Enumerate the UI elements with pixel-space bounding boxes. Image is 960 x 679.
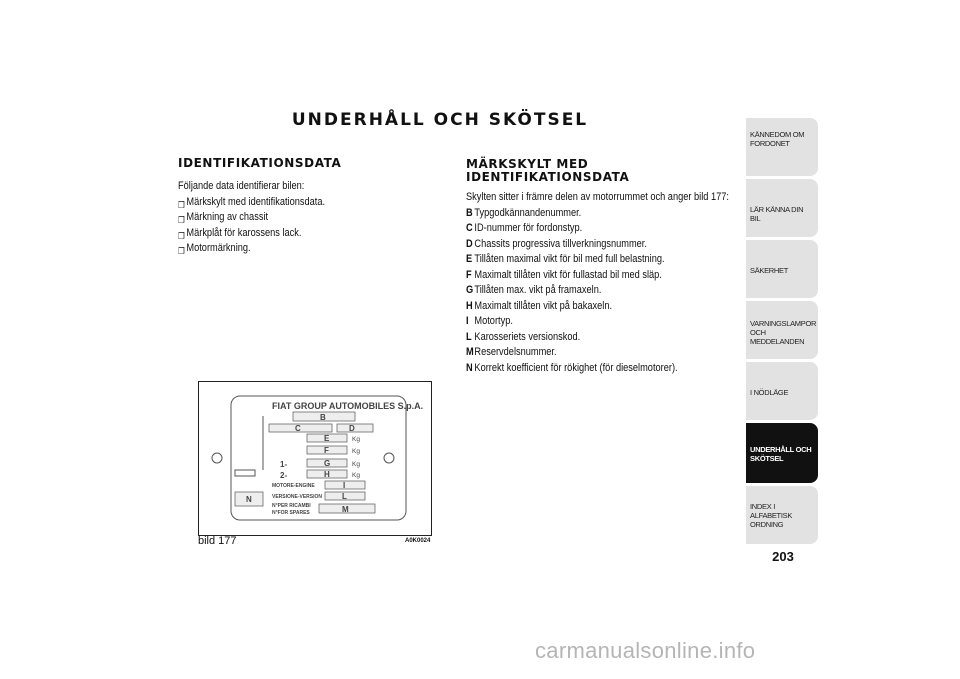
unit-g: Kg <box>352 461 360 468</box>
unit-f: Kg <box>352 448 360 455</box>
field-h-label: H <box>324 470 330 479</box>
figure-caption: bild 177 <box>198 535 237 547</box>
field-d <box>337 424 373 432</box>
identification-heading: IDENTIFIKATIONSDATA <box>178 156 342 170</box>
spec-item-l: L Karosseriets versionskod. <box>466 330 581 343</box>
figure-code: A0K0024 <box>405 538 431 544</box>
spec-item-c: C ID-nummer för fordonstyp. <box>466 222 583 234</box>
tab-index[interactable]: INDEX I ALFABETISK ORDNING <box>746 486 818 544</box>
field-d-label: D <box>349 424 355 433</box>
field-l-label: L <box>342 492 347 501</box>
spec-item-f: F Maximalt tillåten vikt för fullastad bil med släp. <box>466 268 662 281</box>
identification-plate-illustration <box>199 382 431 535</box>
field-n-label: N <box>246 495 252 504</box>
ricambi-label-2: N°FOR SPARES <box>272 510 310 516</box>
field-i-label: I <box>343 481 346 490</box>
page-title: UNDERHÅLL OCH SKÖTSEL <box>291 110 589 130</box>
rivet-left-icon <box>212 453 222 463</box>
identification-list <box>178 179 325 257</box>
unit-h: Kg <box>352 472 360 479</box>
plate-intro: Skylten sitter i främre delen av motorrummet och anger bild 177: <box>466 191 729 203</box>
checkbox-bullet-icon: ❒ <box>178 199 185 210</box>
axle-1-label: 1- <box>280 460 288 469</box>
list-item: ❒ Märkning av chassit <box>178 210 325 226</box>
axle-2-label: 2- <box>280 471 288 480</box>
spec-item-g: G Tillåten max. vikt på framaxeln. <box>466 284 602 296</box>
plate-heading: MÄRKSKYLT MED IDENTIFIKATIONSDATA <box>466 157 630 184</box>
tab-varningslampor[interactable]: VARNINGSLAMPOR OCH MEDDELANDEN <box>746 301 818 359</box>
field-b-label: B <box>320 413 326 422</box>
list-item: ❒ Märkskylt med identifikationsdata. <box>178 195 325 211</box>
plate-figure <box>198 381 432 536</box>
watermark: carmanualsonline.info <box>535 638 756 663</box>
tab-i-nodlage[interactable]: I NÖDLÄGE <box>746 362 818 420</box>
field-g-label: G <box>324 459 331 468</box>
spec-item-m: M Reservdelsnummer. <box>466 346 557 358</box>
ricambi-label-1: N°PER RICAMBI <box>272 503 311 509</box>
checkbox-bullet-icon: ❒ <box>178 246 185 256</box>
spec-item-h: H Maximalt tillåten vikt på bakaxeln. <box>466 299 613 312</box>
spec-item-n: N Korrekt koefficient för rökighet (för dieselmotorer). <box>466 361 678 374</box>
page-number: 203 <box>772 549 794 564</box>
tab-lar-kanna-din-bil[interactable]: LÄR KÄNNA DIN BIL <box>746 179 818 237</box>
spec-item-b: B Typgodkännandenummer. <box>466 206 582 219</box>
spec-item-d: D Chassits progressiva tillverkningsnummer. <box>466 237 647 250</box>
tab-underhall-och-skotsel[interactable]: UNDERHÅLL OCH SKÖTSEL <box>746 423 818 483</box>
field-e-label: E <box>324 434 330 443</box>
list-item: ❒ Motormärkning. <box>178 241 325 257</box>
plate-title: FIAT GROUP AUTOMOBILES S.p.A. <box>272 401 424 411</box>
tab-kannedom-om-fordonet[interactable]: KÄNNEDOM OM FORDONET <box>746 118 818 176</box>
field-c-label: C <box>295 424 301 433</box>
checkbox-bullet-icon: ❒ <box>178 230 185 241</box>
identification-intro: Följande data identifierar bilen: <box>178 180 305 192</box>
tab-sakerhet[interactable]: SÄKERHET <box>746 240 818 298</box>
spec-item-i: I Motortyp. <box>466 315 513 327</box>
list-item: ❒ Märkplåt för karossens lack. <box>178 226 325 242</box>
checkbox-bullet-icon: ❒ <box>178 215 185 225</box>
field-f-label: F <box>324 446 329 455</box>
versione-label: VERSIONE-VERSION <box>272 494 323 500</box>
field-m-label: M <box>342 505 349 514</box>
motore-label: MOTORE-ENGINE <box>272 483 315 489</box>
unit-e: Kg <box>352 436 360 443</box>
plate-spec-list <box>466 190 729 376</box>
spec-item-e: E Tillåten maximal vikt för bil med full belastning. <box>466 253 665 265</box>
